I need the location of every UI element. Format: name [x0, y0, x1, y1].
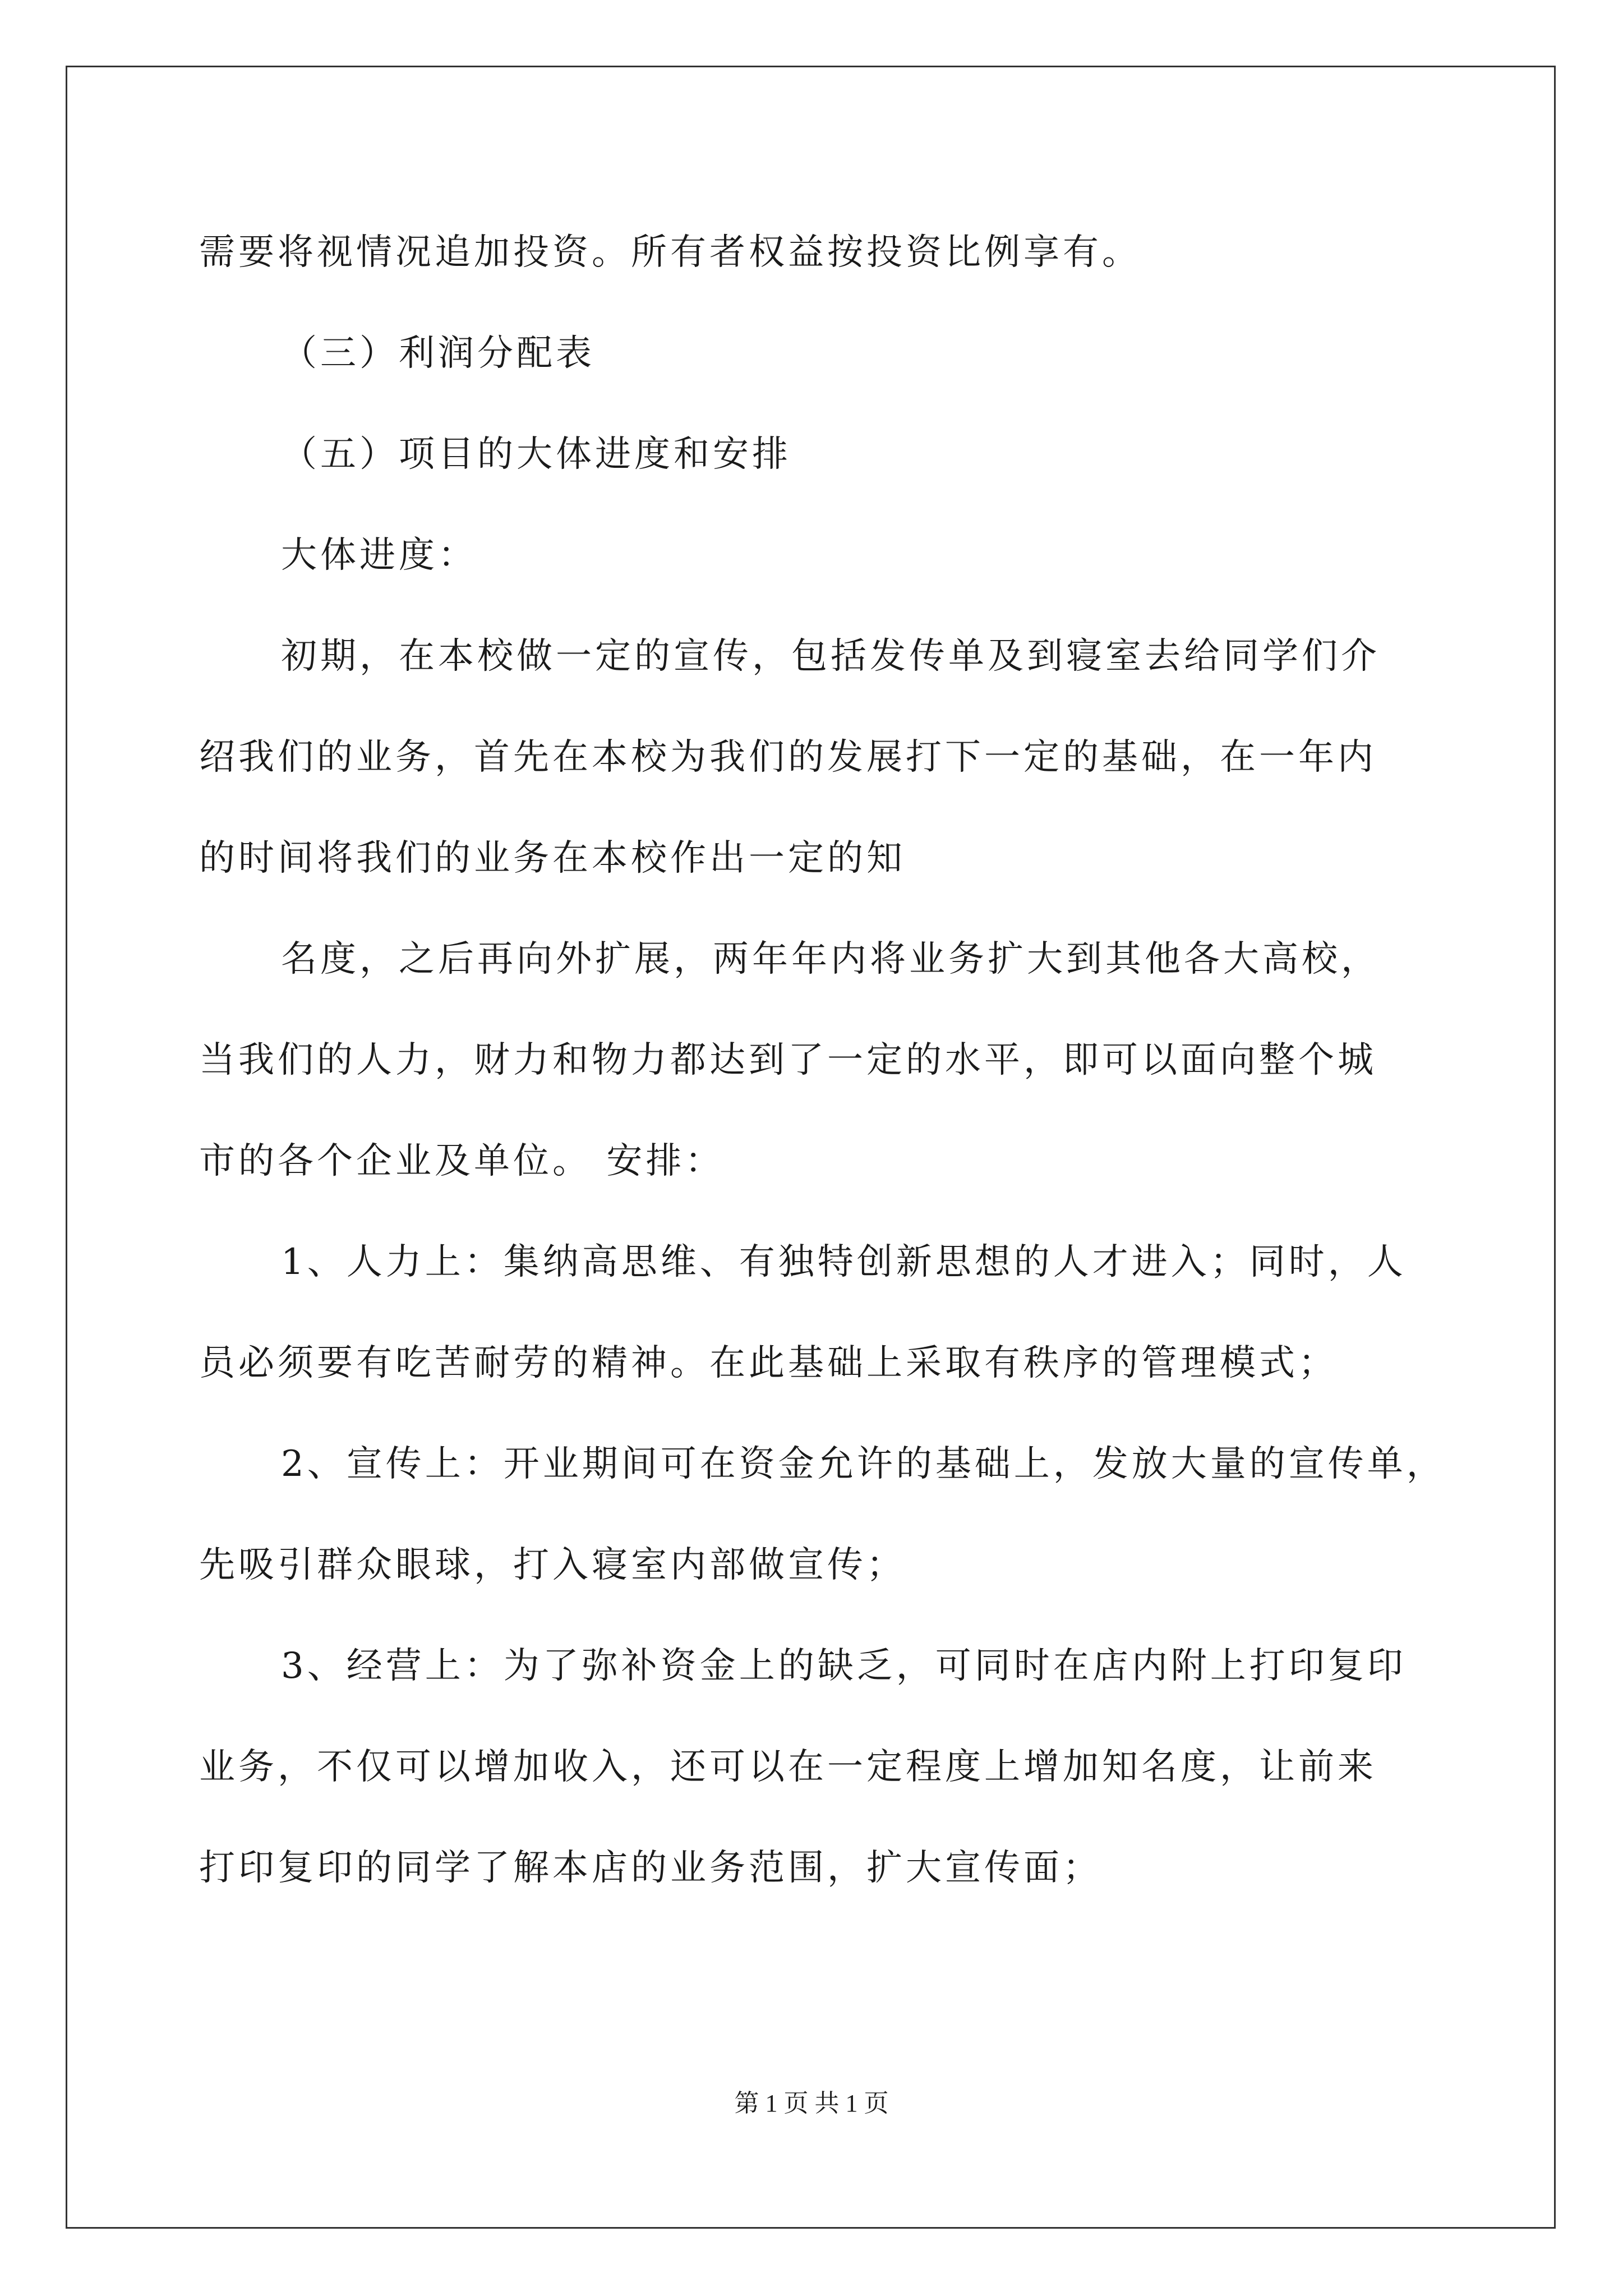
paragraph-line: 初期，在本校做一定的宣传，包括发传单及到寝室去给同学们介: [281, 636, 1380, 677]
page-number: 第 1 页 共 1 页: [734, 2090, 889, 2117]
paragraph-line: 当我们的人力，财力和物力都达到了一定的水平，即可以面向整个城: [199, 1039, 1377, 1081]
list-item-promotion: 2、宣传上：开业期间可在资金允许的基础上，发放大量的宣传单，: [281, 1443, 1446, 1485]
list-item-operation: 3、经营上：为了弥补资金上的缺乏，可同时在店内附上打印复印: [281, 1645, 1407, 1687]
paragraph-line: 市的各个企业及单位。 安排：: [199, 1140, 725, 1182]
subheading-progress: 大体进度：: [281, 535, 477, 576]
list-item-operation-cont: 打印复印的同学了解本店的业务范围，扩大宣传面；: [199, 1847, 1102, 1889]
list-item-operation-cont: 业务，不仅可以增加收入，还可以在一定程度上增加知名度，让前来: [199, 1746, 1377, 1788]
section-heading-progress: （五）项目的大体进度和安排: [281, 434, 791, 475]
paragraph-line: 绍我们的业务，首先在本校为我们的发展打下一定的基础，在一年内: [199, 737, 1377, 778]
list-item-promotion-cont: 先吸引群众眼球，打入寝室内部做宣传；: [199, 1544, 906, 1586]
paragraph-line: 名度，之后再向外扩展，两年年内将业务扩大到其他各大高校，: [281, 938, 1380, 980]
list-item-staffing: 1、人力上：集纳高思维、有独特创新思想的人才进入；同时，人: [281, 1241, 1407, 1283]
list-item-staffing-cont: 员必须要有吃苦耐劳的精神。在此基础上采取有秩序的管理模式；: [199, 1342, 1338, 1384]
paragraph-line: 的时间将我们的业务在本校作出一定的知: [199, 838, 906, 879]
section-heading-profit: （三）利润分配表: [281, 333, 595, 374]
paragraph-continuation: 需要将视情况追加投资。所有者权益按投资比例享有。: [199, 232, 1141, 273]
